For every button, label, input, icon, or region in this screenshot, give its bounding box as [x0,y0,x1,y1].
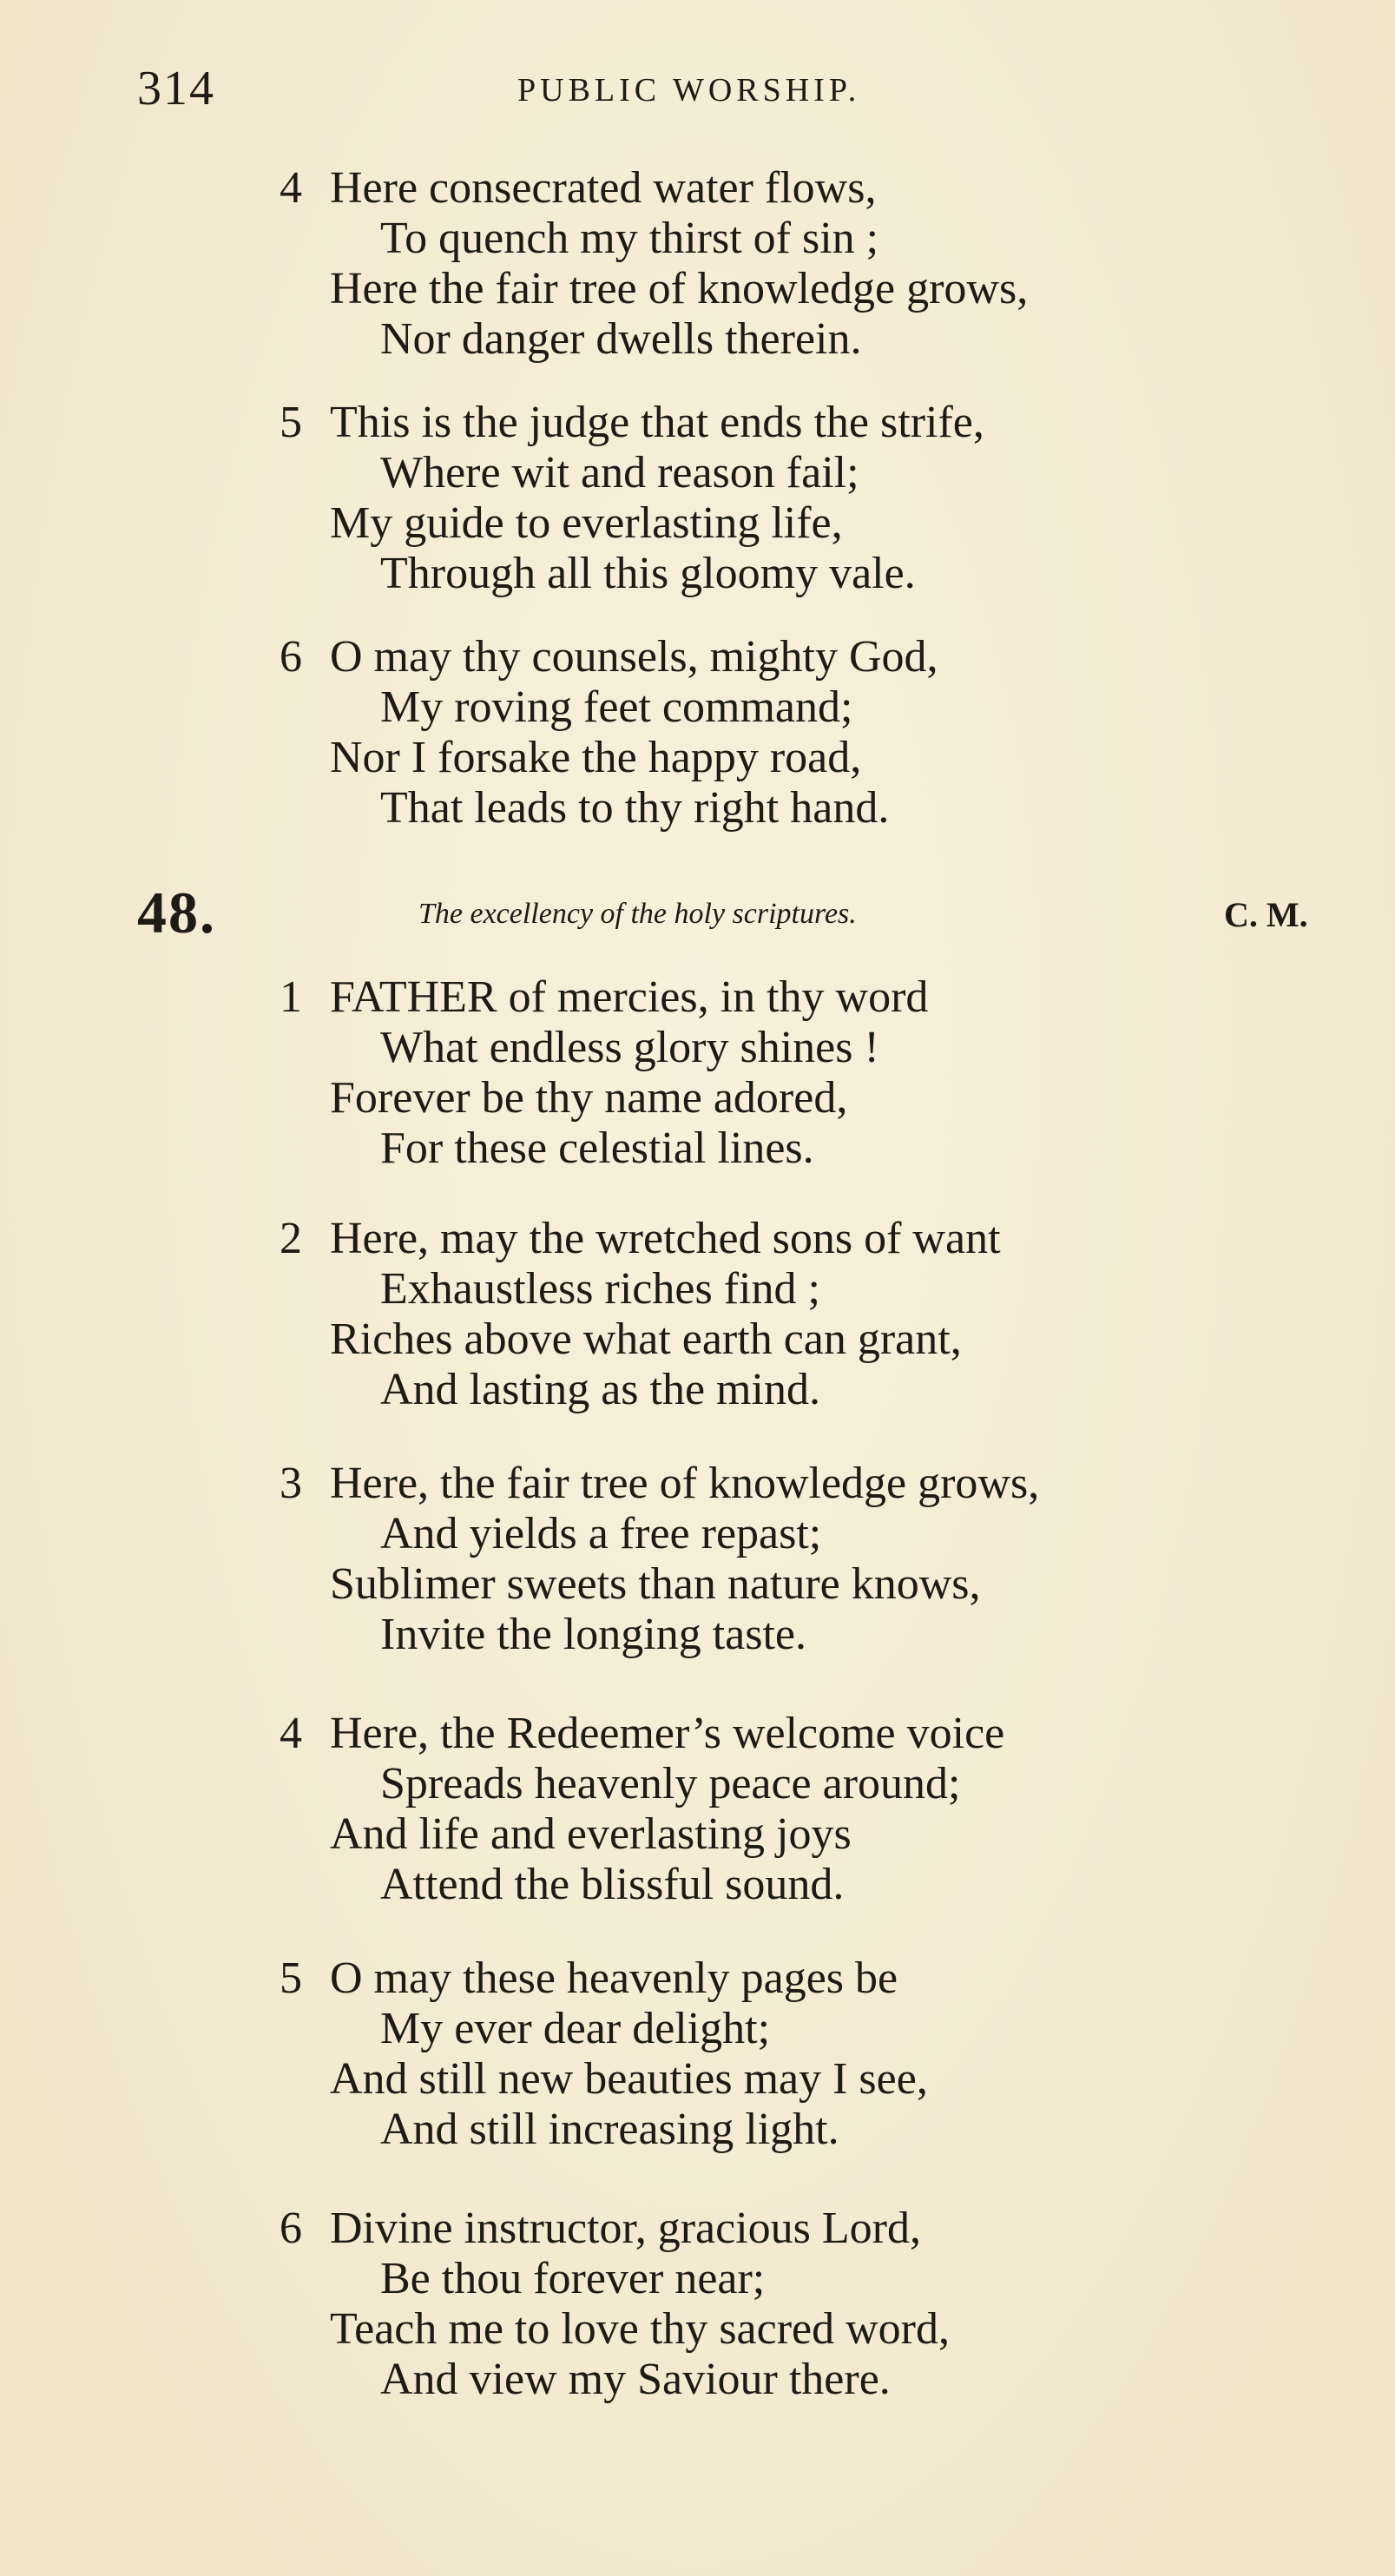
verse-line: To quench my thirst of sin ; [380,214,879,263]
verse-line: Exhaustless riches find ; [380,1264,820,1314]
stanza-number: 4 [280,163,302,213]
verse-line: My roving feet command; [380,682,853,732]
verse-line: Nor danger dwells therein. [380,314,862,364]
stanza-number: 3 [280,1459,302,1508]
verse-line: Here the fair tree of knowledge grows, [330,264,1029,313]
verse-line: Teach me to love thy sacred word, [330,2304,950,2354]
verse-line: Here consecrated water flows, [330,163,877,213]
page-number: 314 [137,62,215,115]
stanza-number: 4 [280,1709,302,1758]
verse-line: FATHER of mercies, in thy word [330,972,929,1022]
verse-line: Riches above what earth can grant, [330,1314,962,1364]
verse-line: Where wit and reason fail; [380,448,859,497]
verse-line: And still increasing light. [380,2105,839,2154]
verse-line: Nor I forsake the happy road, [330,733,862,782]
verse-line: O may these heavenly pages be [330,1953,898,2003]
stanza-number: 5 [280,1953,302,2003]
verse-line: Here, the fair tree of knowledge grows, [330,1459,1040,1508]
verse-line: For these celestial lines. [380,1123,814,1173]
stanza-number: 2 [280,1214,302,1263]
stanza-number: 6 [280,2204,302,2253]
verse-line: And view my Saviour there. [380,2355,891,2404]
verse-line: And lasting as the mind. [380,1365,820,1414]
verse-line: Attend the blissful sound. [380,1860,845,1909]
verse-line: O may thy counsels, mighty God, [330,632,938,682]
verse-line: And still new beauties may I see, [330,2054,928,2104]
verse-line: Invite the longing taste. [380,1610,807,1659]
stanza-number: 6 [280,632,302,682]
verse-line: Sublimer sweets than nature knows, [330,1559,981,1609]
page-header [0,61,1395,122]
verse-line: Forever be thy name adored, [330,1073,848,1123]
verse-line: My ever dear delight; [380,2004,771,2053]
hymn-number: 48. [137,880,216,945]
verse-line: Through all this gloomy vale. [380,549,916,598]
verse-line: Divine instructor, gracious Lord, [330,2204,921,2253]
verse-line: Spreads heavenly peace around; [380,1759,961,1808]
verse-line: Here, the Redeemer’s welcome voice [330,1709,1005,1758]
running-head: PUBLIC WORSHIP. [517,72,861,109]
verse-line: That leads to thy right hand. [380,783,890,833]
hymn-heading [0,879,1395,948]
verse-line: My guide to everlasting life, [330,498,843,548]
verse-line: And yields a free repast; [380,1509,822,1558]
verse-line: Be thou forever near; [380,2254,766,2303]
verse-line: And life and everlasting joys [330,1809,852,1859]
verse-line: This is the judge that ends the strife, [330,398,984,447]
hymn-meter: C. M. [1224,895,1308,934]
verse-line: Here, may the wretched sons of want [330,1214,1001,1263]
verse-line: What endless glory shines ! [380,1023,879,1072]
stanza-number: 5 [280,398,302,447]
hymn-title: The excellency of the holy scriptures. [418,898,857,930]
stanza-number: 1 [280,972,302,1022]
